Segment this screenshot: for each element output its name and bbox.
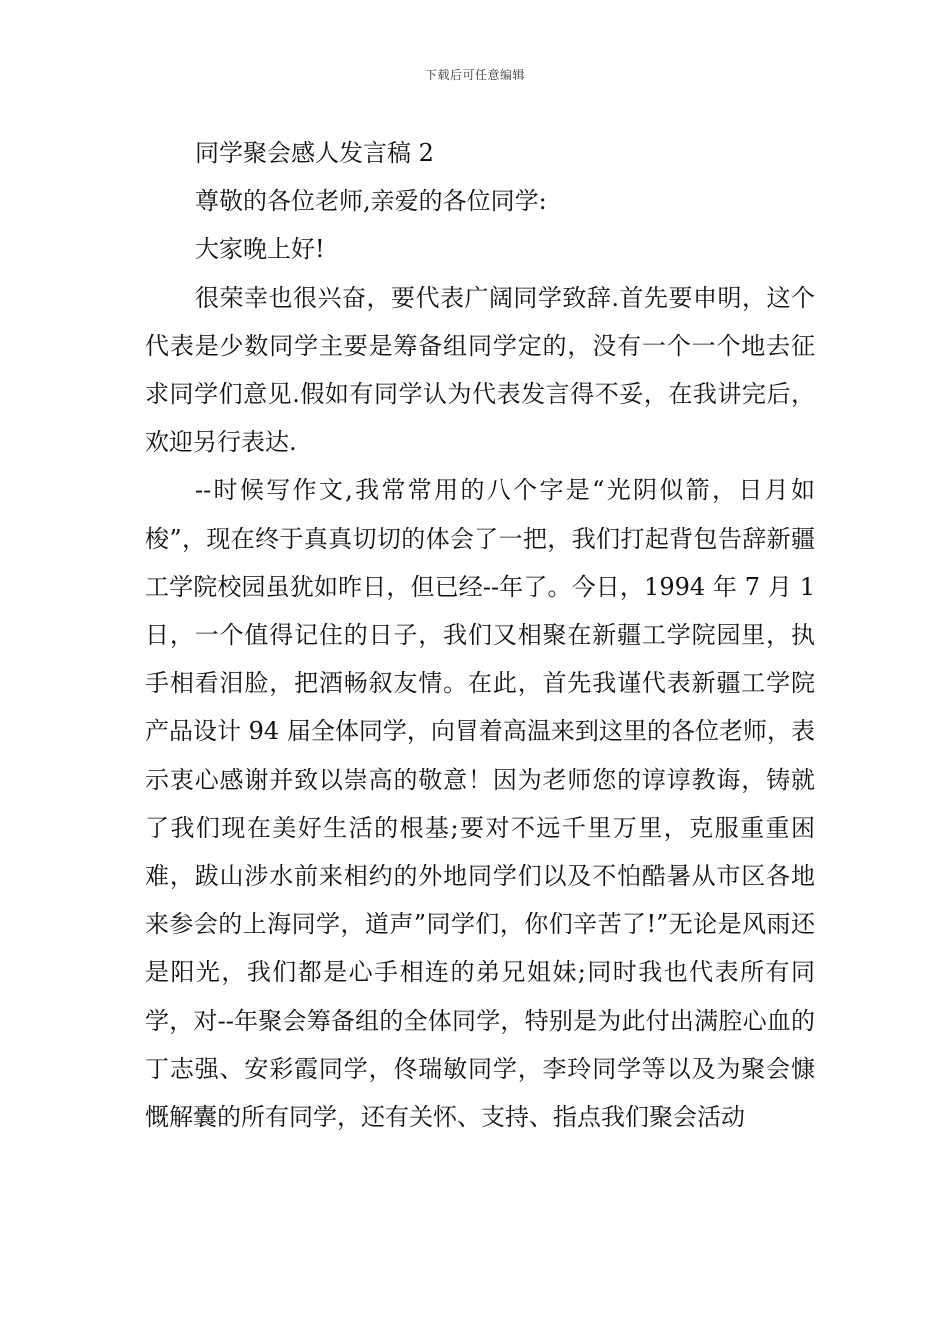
salutation: 尊敬的各位老师,亲爱的各位同学: [195, 187, 547, 216]
paragraph: --时候写作文,我常常用的八个字是“光阴似箭，日月如梭”，现在终于真真切切的体会了一把，我们打起背包告辞新疆工学院校园虽犹如昨日，但已经--年了。今日，1994 年 7 月 1 日，一个值得记住的日子，我们又相聚在新疆工学院园里，执手相看泪脸，把酒畅叙友情。在此，首先我谨代表新疆工学院产品设计 94 届全体同学，向冒着高温来到这里的各位老师，表示衷心感谢并致以崇高的敬意！因为老师您的谆谆教诲，铸就了我们现在美好生活的根基;要对不远千里万里，克服重重困难，跋山涉水前来相约的外地同学们以及不怕酷暑从市区各地来参会的上海同学，道声”同学们，你们辛苦了!”无论是风雨还是阳光，我们都是心手相连的弟兄姐妹;同时我也代表所有同学，对--年聚会筹备组的全体同学，特别是为此付出满腔心血的丁志强、安彩霞同学，佟瑞敏同学，李玲同学等以及为聚会慷慨解囊的所有同学，还有关怀、支持、指点我们聚会活动 [145, 476, 815, 1132]
document-body [145, 129, 815, 1141]
greeting: 大家晚上好! [195, 235, 325, 264]
document-title: 同学聚会感人发言稿 2 [195, 139, 434, 167]
header-note: 下载后可任意编辑 [424, 68, 525, 82]
paragraph: 很荣幸也很兴奋，要代表广阔同学致辞.首先要申明，这个代表是少数同学主要是筹备组同学定的，没有一个一个地去征求同学们意见.假如有同学认为代表发言得不妥，在我讲完后，欢迎另行表达. [145, 283, 815, 457]
